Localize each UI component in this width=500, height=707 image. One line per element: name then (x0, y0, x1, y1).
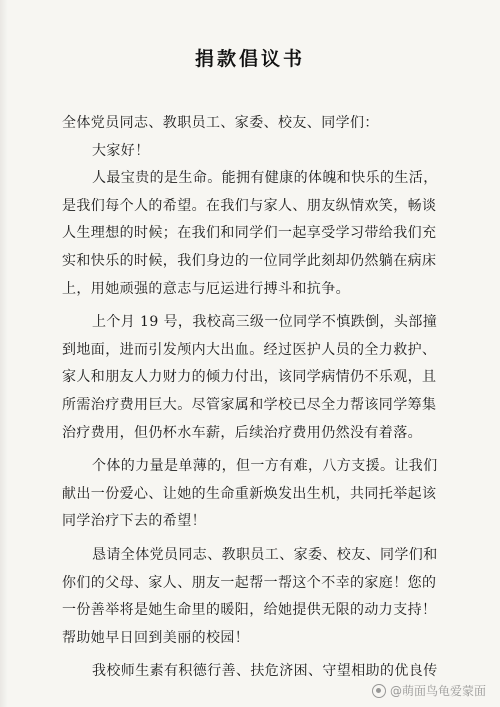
text-line: 恳请全体党员同志、教职员工、家委、校友、同学们和 (92, 546, 438, 563)
document-title: 捐款倡议书 (194, 48, 305, 70)
text-line: 上个月 19 号，我校高三级一位同学不慎跌倒，头部撞 (92, 314, 438, 331)
text-line: 你们的父母、家人、朋友一起帮一帮这个不幸的家庭！您的 (62, 574, 437, 591)
paragraph-1 (62, 165, 450, 303)
text-line: 我校师生素有积德行善、扶危济困、守望相助的优良传 (92, 663, 438, 680)
text-line: 人最宝贵的是生命。能拥有健康的体魄和快乐的生活， (92, 170, 438, 187)
text-line: 实和快乐的时候，我们身边的一位同学此刻却仍然躺在病床 (62, 252, 437, 269)
document-body (62, 110, 450, 686)
weibo-logo-icon (372, 684, 386, 698)
text-line: 一份善举将是她生命里的暖阳，给她提供无限的动力支持！ (62, 602, 437, 619)
text-line: 是我们每个人的希望。在我们与家人、朋友纵情欢笑，畅谈 (62, 197, 437, 214)
paragraph-4 (62, 542, 450, 652)
paragraph-3 (62, 453, 450, 536)
text-line: 家人和朋友人力财力的倾力付出，该同学病情仍不乐观，且 (62, 369, 437, 386)
text-line: 个体的力量是单薄的，但一方有难，八方支援。让我们 (92, 458, 438, 475)
watermark (372, 682, 486, 699)
text-line: 所需治疗费用巨大。尽管家属和学校已尽全力帮该同学筹集 (62, 396, 437, 413)
text-line: 人生理想的时候；在我们和同学们一起享受学习带给我们充 (62, 225, 437, 242)
text-line: 献出一份爱心、让她的生命重新焕发出生机，共同托举起该 (62, 485, 437, 502)
paragraph-2 (62, 309, 450, 447)
text-line: 帮助她早日回到美丽的校园！ (62, 629, 250, 646)
text-line: 同学治疗下去的希望！ (62, 513, 206, 530)
salutation: 全体党员同志、教职员工、家委、校友、同学们： (62, 115, 379, 131)
text-line: 上，用她顽强的意志与厄运进行搏斗和抗争。 (62, 280, 350, 297)
watermark-text: @萌面鸟龟爱蒙面 (389, 684, 486, 698)
text-line: 到地面，进而引发颅内大出血。经过医护人员的全力救护、 (62, 341, 437, 358)
greeting: 大家好！ (92, 142, 150, 159)
page-edge-shadow (0, 0, 8, 707)
text-line: 治疗费用，但仍杯水车薪，后续治疗费用仍然没有着落。 (62, 424, 422, 441)
